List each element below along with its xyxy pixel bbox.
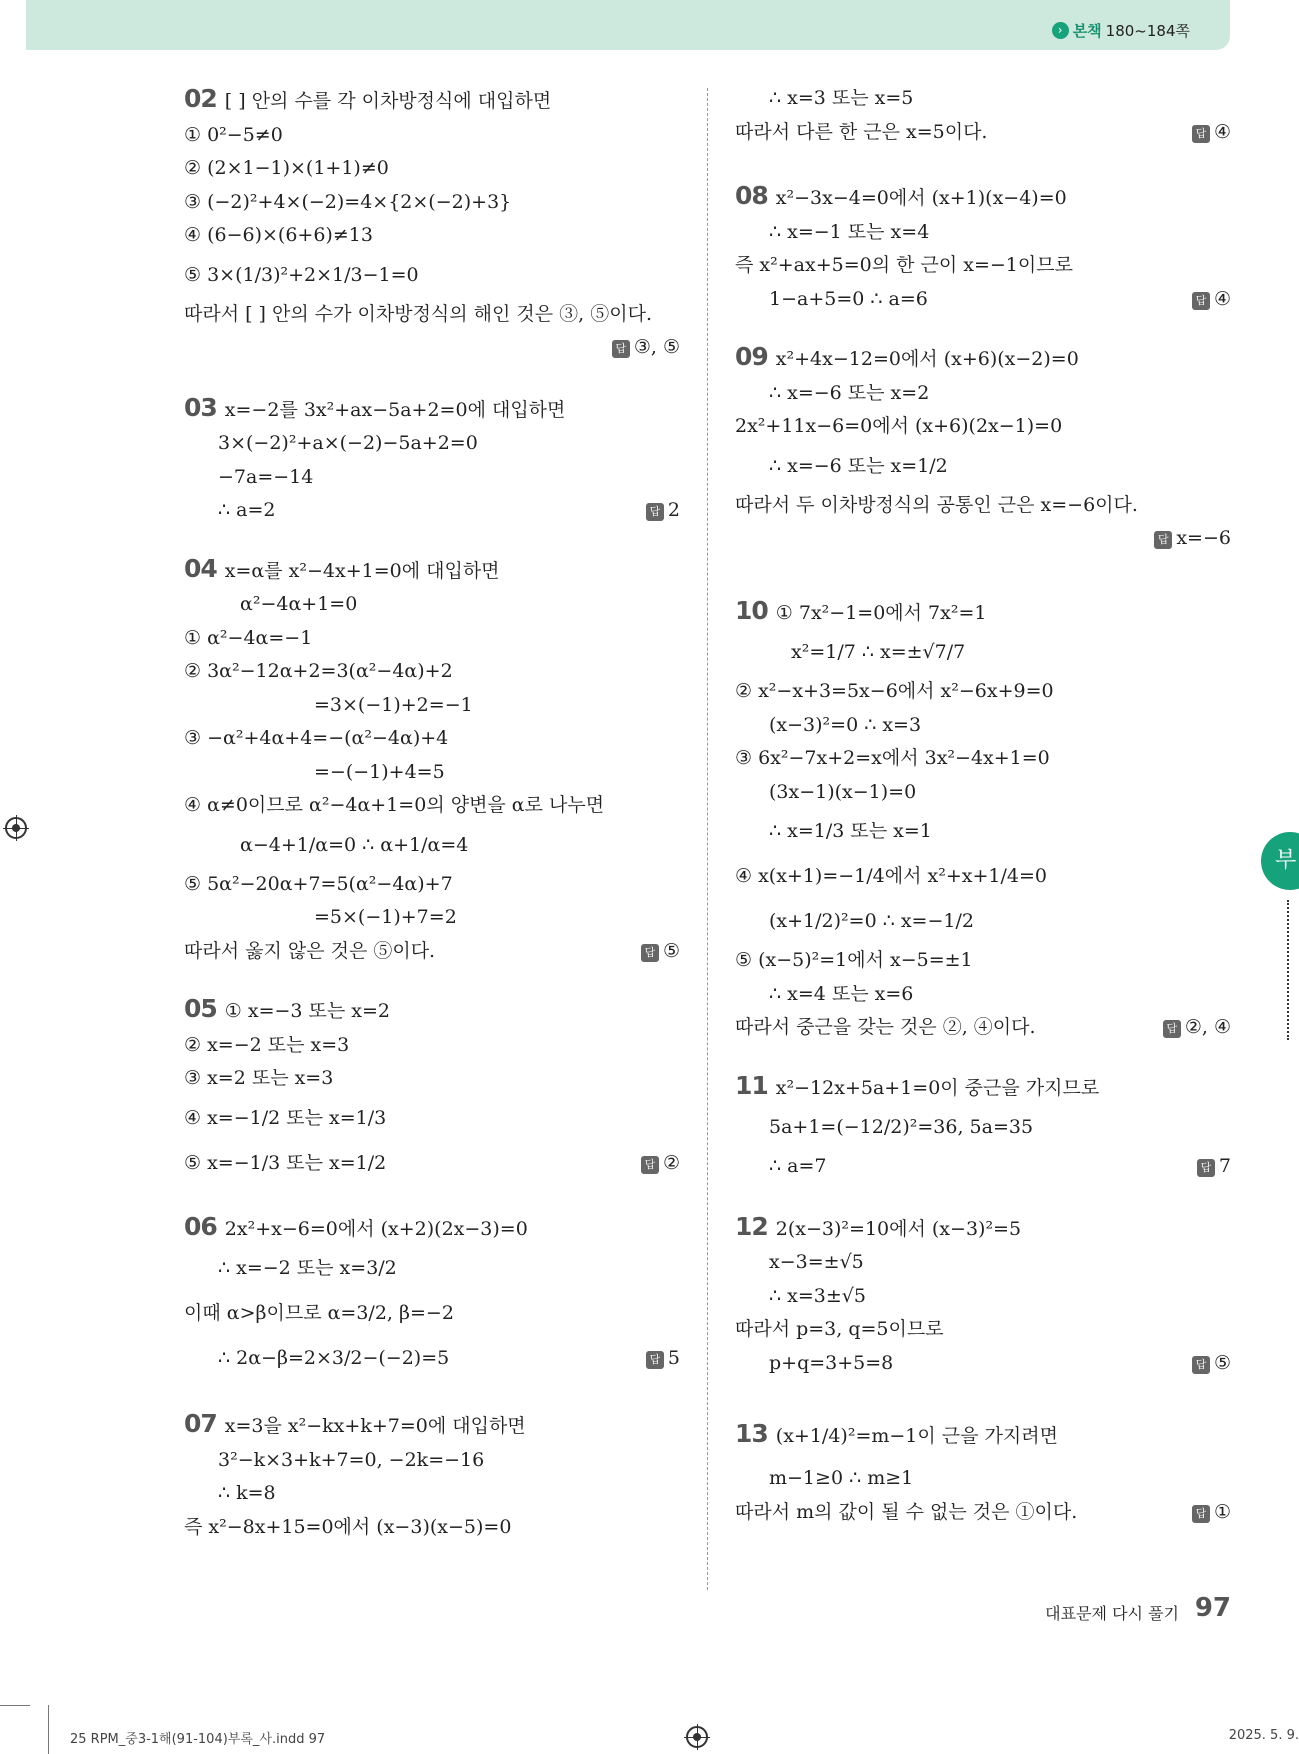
solution-q02 [184,82,680,365]
solution-line [735,776,1231,810]
answer-value: 2 [667,499,680,521]
line-text: 따라서 두 이차방정식의 공통인 근은 x=−6이다. [735,493,1138,516]
answer-value: ⑤ [662,939,680,962]
solution-q06 [184,1210,680,1382]
line-text: (x−3)²=0 ∴ x=3 [769,713,922,736]
answer-icon: 답 [1197,1159,1215,1177]
line-text: ① x=−3 또는 x=2 [224,1000,391,1022]
line-text: ④ x=−1/2 또는 x=1/3 [184,1106,387,1129]
solution-line [184,1511,680,1545]
answer-icon: 답 [1192,292,1210,310]
solution-line [735,1105,1231,1150]
line-text: ③ 6x²−7x+2=x에서 3x²−4x+1=0 [735,747,1050,769]
line-text: 3²−k×3+k+7=0, −2k=−16 [218,1448,485,1471]
line-text: ④ x(x+1)=−1/4에서 x²+x+1/4=0 [735,865,1047,887]
answer-badge [1154,522,1231,556]
crop-mark [0,1705,30,1706]
solution-line [184,461,680,495]
line-text: x=α를 x²−4x+1=0에 대입하면 [224,559,500,582]
solution-q13 [735,1408,1231,1529]
line-text: −7a=−14 [218,465,314,488]
solution-line [184,1210,680,1247]
line-text: 이때 α>β이므로 α=3/2, β=−2 [184,1302,454,1324]
crop-mark [48,1705,49,1754]
line-text: =3×(−1)+2=−1 [314,693,473,716]
solution-line [184,186,680,220]
problem-number: 10 [735,595,768,625]
answer-badge [1192,116,1231,150]
line-text: 따라서 다른 한 근은 x=5이다. [735,120,988,143]
solution-line [735,116,1231,150]
solution-line [184,1336,680,1381]
line-text: ∴ x=−6 또는 x=2 [769,381,930,404]
solution-line [184,722,680,756]
solution-q11 [735,1069,1231,1184]
page-range: 180~184쪽 [1105,22,1190,40]
solution-line [184,1444,680,1478]
line-text: 2x²+11x−6=0에서 (x+6)(2x−1)=0 [735,415,1063,437]
solution-q12 [735,1210,1231,1381]
answer-value: ③, ⑤ [633,336,680,358]
solution-line [735,1210,1231,1247]
answer-icon: 답 [646,503,664,521]
right-column [735,82,1231,1529]
problem-number: 04 [184,553,217,583]
solution-q03 [184,391,680,528]
line-text: ∴ x=4 또는 x=6 [769,982,914,1005]
solution-line [184,868,680,902]
answer-value: ②, ④ [1184,1016,1231,1038]
solution-line [184,331,680,365]
line-text: x²+4x−12=0에서 (x+6)(x−2)=0 [775,348,1079,370]
answer-value: 7 [1218,1155,1231,1177]
answer-value: 5 [667,1347,680,1369]
solution-line [735,594,1231,631]
solution-line [184,1062,680,1096]
line-text: 5a+1=(−12/2)²=36, 5a=35 [769,1116,1034,1138]
answer-value: ④ [1213,287,1231,310]
footer-section-label: 대표문제 다시 풀기 [1045,1604,1179,1623]
line-text: 따라서 p=3, q=5이므로 [735,1318,944,1340]
line-text: x=−2를 3x²+ax−5a+2=0에 대입하면 [224,398,566,421]
line-text: x²−3x−4=0에서 (x+1)(x−4)=0 [775,187,1067,209]
problem-number: 12 [735,1211,768,1241]
solution-line [184,1477,680,1511]
line-text: ∴ x=−1 또는 x=4 [769,220,930,243]
line-text: ∴ x=−6 또는 x=1/2 [769,454,948,477]
line-text: 따라서 [ ] 안의 수가 이차방정식의 해인 것은 ③, ⑤이다. [184,302,652,325]
answer-badge [1197,1150,1231,1184]
solution-line [184,494,680,528]
solution-line [735,1069,1231,1106]
book-label: 본책 [1072,22,1102,40]
answer-badge [641,935,680,969]
line-text: ⑤ (x−5)²=1에서 x−5=±1 [735,949,973,971]
line-text: ④ α≠0이므로 α²−4α+1=0의 양변을 α로 나누면 [184,794,605,816]
answer-badge [1163,1011,1231,1045]
solution-line [184,1096,680,1141]
problem-number: 03 [184,392,217,422]
line-text: ⑤ 5α²−20α+7=5(α²−4α)+7 [184,872,453,895]
solution-line [184,1407,680,1444]
answer-icon: 답 [646,1351,664,1369]
solution-q07c [735,82,1231,149]
chevron-right-icon: › [1052,22,1069,39]
solution-line [735,675,1231,709]
line-text: x²−12x+5a+1=0이 중근을 가지므로 [775,1076,1100,1099]
registration-mark-icon [5,817,27,839]
solution-line [184,253,680,298]
solution-line [735,1347,1231,1381]
line-text: [ ] 안의 수를 각 이차방정식에 대입하면 [224,90,552,112]
date-info: 2025. 5. 9. [1228,1728,1299,1743]
solution-line [184,1246,680,1291]
answer-icon: 답 [1192,1505,1210,1523]
line-text: x−3=±√5 [769,1251,864,1273]
solution-line [184,427,680,461]
answer-value: ⑤ [1213,1351,1231,1374]
solution-line [735,899,1231,944]
solution-line [735,854,1231,899]
solution-line [735,1313,1231,1347]
solution-line [735,82,1231,116]
problem-number: 05 [184,994,217,1023]
line-text: 2x²+x−6=0에서 (x+2)(2x−3)=0 [224,1217,528,1240]
line-text: ② 3α²−12α+2=3(α²−4α)+2 [184,660,453,682]
line-text: ∴ x=−2 또는 x=3/2 [218,1257,397,1279]
column-divider [707,88,708,1590]
line-text: ∴ a=2 [218,499,276,521]
answer-badge [1192,1347,1231,1381]
solution-line [184,756,680,790]
solution-line [184,298,680,332]
problem-number: 06 [184,1211,217,1241]
answer-value: x=−6 [1176,527,1231,549]
registration-mark-icon [686,1726,708,1748]
solution-line [735,1150,1231,1184]
solution-line [735,742,1231,776]
solution-q10 [735,594,1231,1045]
solution-line [735,522,1231,556]
line-text: ③ −α²+4α+4=−(α²−4α)+4 [184,727,449,749]
line-text: ∴ x=3 또는 x=5 [769,87,914,109]
line-text: ② x²−x+3=5x−6에서 x²−6x+9=0 [735,680,1054,702]
answer-badge [641,1141,680,1186]
line-text: α²−4α+1=0 [240,593,358,615]
solution-line [184,622,680,656]
problem-number: 02 [184,84,217,113]
solution-line [184,1141,680,1186]
solution-line [735,1462,1231,1496]
solution-line [735,1246,1231,1280]
problem-number: 08 [735,181,768,210]
solution-line [184,1291,680,1336]
line-text: (x+1/2)²=0 ∴ x=−1/2 [769,910,974,932]
solution-line [735,809,1231,854]
solution-line [735,216,1231,250]
solution-q05 [184,992,680,1186]
solution-line [735,1280,1231,1314]
answer-icon: 답 [612,340,630,358]
line-text: ③ (−2)²+4×(−2)=4×{2×(−2)+3} [184,190,512,213]
line-text: 3×(−2)²+a×(−2)−5a+2=0 [218,432,478,454]
line-text: ⑤ 3×(1/3)²+2×1/3−1=0 [184,263,419,286]
answer-icon: 답 [1154,531,1172,549]
line-text: (3x−1)(x−1)=0 [769,780,917,803]
solution-q04 [184,552,680,969]
left-column [184,82,680,1544]
line-text: ⑤ x=−1/3 또는 x=1/2 [184,1151,387,1174]
answer-icon: 답 [1192,1356,1210,1374]
solution-line [184,789,680,823]
answer-value: ① [1213,1500,1231,1523]
solution-line [735,944,1231,978]
answer-icon: 답 [1192,125,1210,143]
answer-icon: 답 [1163,1020,1181,1038]
line-text: =5×(−1)+7=2 [314,906,457,928]
solution-line [735,179,1231,216]
line-text: ∴ a=7 [769,1155,827,1177]
solution-line [184,219,680,253]
answer-value: ④ [1213,120,1231,143]
line-text: ∴ x=3±√5 [769,1284,866,1307]
solution-q09 [735,340,1231,556]
solution-line [184,823,680,868]
line-text: x²=1/7 ∴ x=±√7/7 [791,641,966,663]
solution-line [735,709,1231,743]
line-text: α−4+1/α=0 ∴ α+1/α=4 [240,833,469,856]
line-text: 2(x−3)²=10에서 (x−3)²=5 [775,1217,1022,1240]
answer-badge [1192,1496,1231,1530]
solution-line [735,283,1231,317]
line-text: 1−a+5=0 ∴ a=6 [769,287,928,310]
line-text: ④ (6−6)×(6+6)≠13 [184,224,373,246]
solution-line [735,630,1231,675]
solution-line [735,978,1231,1012]
solution-line [184,992,680,1029]
solution-q07 [184,1407,680,1544]
answer-value: ② [662,1151,680,1174]
answer-icon: 답 [641,944,659,962]
line-text: ∴ x=1/3 또는 x=1 [769,820,932,842]
answer-badge [1192,283,1231,317]
answer-badge [612,331,680,365]
line-text: ∴ 2α−β=2×3/2−(−2)=5 [218,1347,450,1369]
solution-line [184,655,680,689]
line-text: 즉 x²+ax+5=0의 한 근이 x=−1이므로 [735,254,1073,276]
solution-line [184,935,680,969]
solution-line [184,82,680,119]
problem-number: 09 [735,342,768,371]
solution-line [184,588,680,622]
problem-number: 07 [184,1409,217,1438]
line-text: ① 7x²−1=0에서 7x²=1 [775,601,987,624]
answer-icon: 답 [641,1156,659,1174]
line-text: m−1≥0 ∴ m≥1 [769,1467,914,1489]
line-text: (x+1/4)²=m−1이 근을 가지려면 [775,1425,1058,1447]
problem-number: 11 [735,1070,768,1100]
line-text: ① 0²−5≠0 [184,123,283,146]
solution-line [184,391,680,428]
solution-line [735,340,1231,377]
solution-line [735,1011,1231,1045]
side-strip [1287,900,1299,1040]
line-text: =−(−1)+4=5 [314,760,445,783]
file-info: 25 RPM_중3-1해(91-104)부록_사.indd 97 [70,1732,326,1747]
solution-line [735,249,1231,283]
solution-line [735,1408,1231,1462]
solution-q08 [735,179,1231,316]
line-text: ∴ k=8 [218,1482,276,1504]
line-text: 즉 x²−8x+15=0에서 (x−3)(x−5)=0 [184,1515,512,1538]
solution-line [184,1029,680,1063]
page-reference [1052,20,1190,41]
solution-line [735,489,1231,523]
solution-line [735,1496,1231,1530]
line-text: 따라서 m의 값이 될 수 없는 것은 ①이다. [735,1500,1078,1523]
line-text: p+q=3+5=8 [769,1351,894,1374]
line-text: ③ x=2 또는 x=3 [184,1067,334,1089]
solution-line [184,119,680,153]
line-text: x=3을 x²−kx+k+7=0에 대입하면 [224,1415,526,1437]
solution-line [184,689,680,723]
page-number: 97 [1194,1593,1231,1623]
problem-number: 13 [735,1419,768,1448]
line-text: 따라서 중근을 갖는 것은 ②, ④이다. [735,1016,1036,1038]
solution-line [735,377,1231,411]
line-text: 따라서 옳지 않은 것은 ⑤이다. [184,939,436,962]
line-text: ① α²−4α=−1 [184,626,313,649]
header-band [26,0,1230,50]
section-tab: 부 [1261,832,1299,890]
line-text: ② x=−2 또는 x=3 [184,1033,350,1056]
solution-line [184,152,680,186]
line-text: ② (2×1−1)×(1+1)≠0 [184,157,389,179]
answer-badge [646,1336,680,1381]
solution-line [735,410,1231,444]
answer-badge [646,494,680,528]
solution-line [735,444,1231,489]
solution-line [184,901,680,935]
solution-line [184,552,680,589]
